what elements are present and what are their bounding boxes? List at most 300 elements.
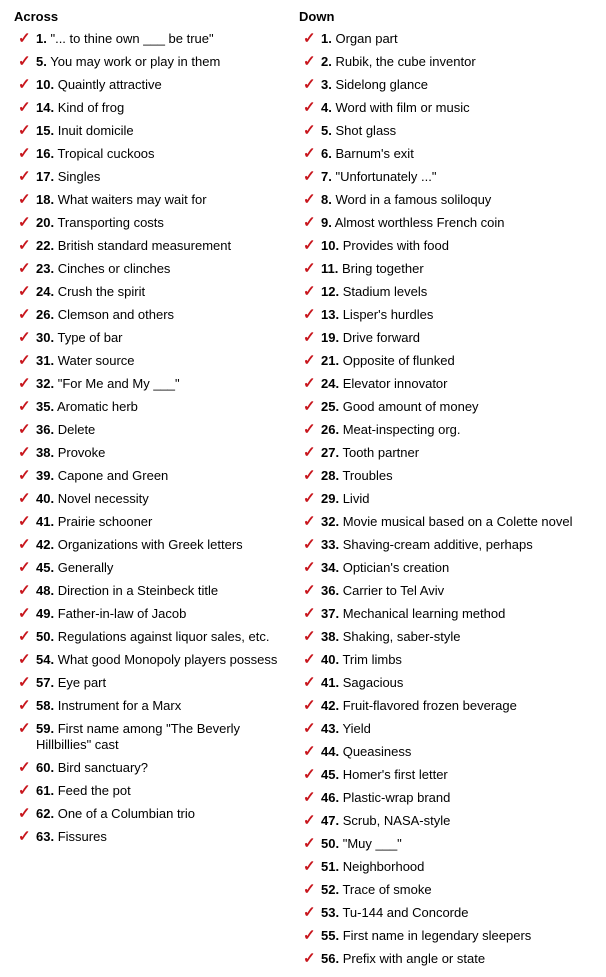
checkmark-icon: ✓ <box>18 759 31 776</box>
checkmark-icon: ✓ <box>303 651 316 668</box>
clue-number: 36. <box>36 422 55 437</box>
clue-text: Bring together <box>341 261 424 276</box>
clue-text: British standard measurement <box>57 238 232 253</box>
clue-number: 24. <box>36 284 55 299</box>
clue-number: 21. <box>321 353 340 368</box>
clue-number: 34. <box>321 560 340 575</box>
clue-text: What good Monopoly players possess <box>57 652 278 667</box>
checkmark-icon: ✓ <box>303 559 316 576</box>
checkmark-icon: ✓ <box>303 766 316 783</box>
clue-number: 40. <box>36 491 55 506</box>
clue-number: 20. <box>36 215 55 230</box>
clue-item[interactable] <box>14 399 286 415</box>
clue-item[interactable] <box>14 353 286 369</box>
checkmark-icon: ✓ <box>18 490 31 507</box>
checkmark-icon: ✓ <box>18 214 31 231</box>
checkmark-icon: ✓ <box>18 536 31 553</box>
clue-number: 52. <box>321 882 340 897</box>
clue-item[interactable] <box>299 468 599 484</box>
clue-number: 22. <box>36 238 55 253</box>
checkmark-icon: ✓ <box>303 605 316 622</box>
clue-number: 60. <box>36 760 55 775</box>
clue-item[interactable] <box>14 537 286 553</box>
clue-text: Mechanical learning method <box>342 606 506 621</box>
clue-text: Rubik, the cube inventor <box>335 54 476 69</box>
clue-number: 24. <box>321 376 340 391</box>
clue-item[interactable] <box>299 445 599 461</box>
clue-item[interactable] <box>299 629 599 645</box>
clue-item[interactable] <box>14 31 286 47</box>
clue-item[interactable] <box>14 491 286 507</box>
clue-item[interactable] <box>299 376 599 392</box>
clue-item[interactable] <box>299 238 599 254</box>
clue-text: Bird sanctuary? <box>57 760 149 775</box>
clue-number: 38. <box>321 629 340 644</box>
clue-item[interactable] <box>14 238 286 254</box>
clue-number: 49. <box>36 606 55 621</box>
clue-item[interactable] <box>14 284 286 300</box>
clue-number: 8. <box>321 192 332 207</box>
clue-number: 43. <box>321 721 340 736</box>
clue-item[interactable] <box>14 330 286 346</box>
clue-text: Type of bar <box>57 330 123 345</box>
clue-item[interactable] <box>299 836 599 852</box>
clue-text: One of a Columbian trio <box>57 806 195 821</box>
clue-number: 50. <box>36 629 55 644</box>
clue-text: Organ part <box>335 31 398 46</box>
checkmark-icon: ✓ <box>18 444 31 461</box>
clue-text: Trim limbs <box>342 652 402 667</box>
clue-item[interactable] <box>299 514 599 530</box>
clue-text: Scrub, NASA-style <box>342 813 451 828</box>
clue-text: Feed the pot <box>57 783 131 798</box>
clue-text: Homer's first letter <box>342 767 448 782</box>
clue-number: 62. <box>36 806 55 821</box>
checkmark-icon: ✓ <box>303 145 316 162</box>
clue-number: 5. <box>321 123 332 138</box>
clue-text: Movie musical based on a Colette novel <box>342 514 573 529</box>
clue-item[interactable] <box>299 675 599 691</box>
clue-number: 42. <box>321 698 340 713</box>
clue-text: Tooth partner <box>342 445 420 460</box>
checkmark-icon: ✓ <box>18 237 31 254</box>
clue-number: 13. <box>321 307 340 322</box>
clue-item[interactable] <box>14 77 286 93</box>
clue-item[interactable] <box>14 560 286 576</box>
clue-item[interactable] <box>299 859 599 875</box>
clue-text: Shaking, saber-style <box>342 629 461 644</box>
checkmark-icon: ✓ <box>18 168 31 185</box>
clue-text: Barnum's exit <box>335 146 414 161</box>
checkmark-icon: ✓ <box>303 582 316 599</box>
clue-item[interactable] <box>14 675 286 691</box>
checkmark-icon: ✓ <box>18 283 31 300</box>
clue-text: Organizations with Greek letters <box>57 537 243 552</box>
clue-item[interactable] <box>14 169 286 185</box>
clue-number: 59. <box>36 721 55 736</box>
clue-text: Stadium levels <box>342 284 428 299</box>
checkmark-icon: ✓ <box>303 306 316 323</box>
clue-text: Troubles <box>342 468 393 483</box>
clue-text: Neighborhood <box>342 859 425 874</box>
clue-item[interactable] <box>299 146 599 162</box>
clue-item[interactable] <box>14 652 286 668</box>
clue-item[interactable] <box>14 760 286 776</box>
clue-number: 37. <box>321 606 340 621</box>
clue-item[interactable] <box>299 583 599 599</box>
clue-text: Good amount of money <box>342 399 479 414</box>
clue-item[interactable] <box>299 330 599 346</box>
checkmark-icon: ✓ <box>303 375 316 392</box>
checkmark-icon: ✓ <box>303 237 316 254</box>
checkmark-icon: ✓ <box>303 513 316 530</box>
clue-text: Novel necessity <box>57 491 149 506</box>
clue-number: 19. <box>321 330 340 345</box>
clue-number: 15. <box>36 123 55 138</box>
clue-item[interactable] <box>299 560 599 576</box>
clue-text: Almost worthless French coin <box>334 215 505 230</box>
clue-number: 1. <box>321 31 332 46</box>
down-clue-list <box>299 31 599 967</box>
checkmark-icon: ✓ <box>303 260 316 277</box>
clue-item[interactable] <box>14 146 286 162</box>
clue-number: 26. <box>321 422 340 437</box>
checkmark-icon: ✓ <box>18 582 31 599</box>
clue-item[interactable] <box>14 606 286 622</box>
clue-item[interactable] <box>14 514 286 530</box>
checkmark-icon: ✓ <box>303 467 316 484</box>
clue-item[interactable] <box>299 169 599 185</box>
clue-item[interactable] <box>299 31 599 47</box>
clue-item[interactable] <box>299 928 599 944</box>
clue-number: 16. <box>36 146 55 161</box>
clue-item[interactable] <box>299 123 599 139</box>
clue-item[interactable] <box>299 882 599 898</box>
clue-text: Provides with food <box>342 238 449 253</box>
clue-number: 2. <box>321 54 332 69</box>
clue-item[interactable] <box>299 284 599 300</box>
clue-number: 30. <box>36 330 55 345</box>
checkmark-icon: ✓ <box>303 950 316 967</box>
clue-text: Plastic-wrap brand <box>342 790 451 805</box>
clue-item[interactable] <box>299 905 599 921</box>
checkmark-icon: ✓ <box>303 789 316 806</box>
checkmark-icon: ✓ <box>18 513 31 530</box>
clue-number: 6. <box>321 146 332 161</box>
checkmark-icon: ✓ <box>303 490 316 507</box>
clue-number: 58. <box>36 698 55 713</box>
clue-item[interactable] <box>14 422 286 438</box>
clue-item[interactable] <box>299 307 599 323</box>
clue-item[interactable] <box>299 399 599 415</box>
clue-item[interactable] <box>299 192 599 208</box>
clue-text: Optician's creation <box>342 560 450 575</box>
checkmark-icon: ✓ <box>18 352 31 369</box>
clue-text: Direction in a Steinbeck title <box>57 583 219 598</box>
clue-text: Cinches or clinches <box>57 261 171 276</box>
clue-number: 33. <box>321 537 340 552</box>
clue-number: 32. <box>36 376 55 391</box>
clue-text: Lisper's hurdles <box>342 307 434 322</box>
checkmark-icon: ✓ <box>303 329 316 346</box>
clue-number: 40. <box>321 652 340 667</box>
checkmark-icon: ✓ <box>18 605 31 622</box>
clue-item[interactable] <box>14 215 286 231</box>
clue-text: Instrument for a Marx <box>57 698 182 713</box>
checkmark-icon: ✓ <box>303 122 316 139</box>
clue-text: Meat-inspecting org. <box>342 422 461 437</box>
clue-text: You may work or play in them <box>50 54 221 69</box>
clue-item[interactable] <box>299 813 599 829</box>
checkmark-icon: ✓ <box>18 628 31 645</box>
clue-text: Regulations against liquor sales, etc. <box>57 629 270 644</box>
clue-item[interactable] <box>299 790 599 806</box>
clue-item[interactable] <box>299 353 599 369</box>
clue-number: 39. <box>36 468 55 483</box>
clue-text: Sidelong glance <box>335 77 428 92</box>
clue-number: 54. <box>36 652 55 667</box>
clue-number: 14. <box>36 100 55 115</box>
checkmark-icon: ✓ <box>18 828 31 845</box>
clue-text: Word with film or music <box>335 100 470 115</box>
clue-text: Transporting costs <box>57 215 164 230</box>
checkmark-icon: ✓ <box>18 145 31 162</box>
clue-number: 29. <box>321 491 340 506</box>
clue-text: Generally <box>57 560 114 575</box>
clue-text: Inuit domicile <box>57 123 134 138</box>
checkmark-icon: ✓ <box>303 812 316 829</box>
clue-text: Carrier to Tel Aviv <box>342 583 445 598</box>
checkmark-icon: ✓ <box>18 76 31 93</box>
checkmark-icon: ✓ <box>18 260 31 277</box>
clue-number: 35. <box>36 399 55 414</box>
clue-text: Father-in-law of Jacob <box>57 606 187 621</box>
clue-number: 56. <box>321 951 340 966</box>
clue-item[interactable] <box>14 829 286 845</box>
clue-number: 44. <box>321 744 340 759</box>
clue-item[interactable] <box>14 100 286 116</box>
checkmark-icon: ✓ <box>303 720 316 737</box>
clue-text: Livid <box>342 491 370 506</box>
clue-text: "Muy ___" <box>342 836 402 851</box>
clue-text: Trace of smoke <box>342 882 432 897</box>
clue-text: Sagacious <box>342 675 404 690</box>
checkmark-icon: ✓ <box>18 467 31 484</box>
clue-number: 51. <box>321 859 340 874</box>
checkmark-icon: ✓ <box>303 421 316 438</box>
clue-number: 28. <box>321 468 340 483</box>
down-column <box>299 8 599 974</box>
clue-item[interactable] <box>14 783 286 799</box>
clue-number: 3. <box>321 77 332 92</box>
clue-item[interactable] <box>14 698 286 714</box>
checkmark-icon: ✓ <box>18 782 31 799</box>
clue-number: 23. <box>36 261 55 276</box>
clue-number: 7. <box>321 169 332 184</box>
checkmark-icon: ✓ <box>303 536 316 553</box>
clue-text: "Unfortunately ..." <box>335 169 437 184</box>
clue-text: Word in a famous soliloquy <box>335 192 492 207</box>
clue-item[interactable] <box>14 376 286 392</box>
clue-number: 50. <box>321 836 340 851</box>
clue-text: Kind of frog <box>57 100 125 115</box>
clue-text: Prairie schooner <box>57 514 153 529</box>
checkmark-icon: ✓ <box>303 881 316 898</box>
clue-number: 63. <box>36 829 55 844</box>
clue-item[interactable] <box>14 261 286 277</box>
clue-item[interactable] <box>14 468 286 484</box>
clue-text: Opposite of flunked <box>342 353 455 368</box>
checkmark-icon: ✓ <box>303 283 316 300</box>
clue-text: What waiters may wait for <box>57 192 207 207</box>
clue-text: Tu-144 and Concorde <box>342 905 469 920</box>
clue-item[interactable] <box>14 445 286 461</box>
clue-number: 53. <box>321 905 340 920</box>
clue-item[interactable] <box>299 422 599 438</box>
across-heading: Across <box>14 9 59 24</box>
checkmark-icon: ✓ <box>303 76 316 93</box>
clue-text: "... to thine own ___ be true" <box>50 31 214 46</box>
clue-text: First name among "The Beverly Hillbillies" cast <box>36 721 241 752</box>
clue-number: 18. <box>36 192 55 207</box>
clue-number: 32. <box>321 514 340 529</box>
clue-text: Singles <box>57 169 101 184</box>
clue-item[interactable] <box>14 583 286 599</box>
checkmark-icon: ✓ <box>18 398 31 415</box>
clue-text: Capone and Green <box>57 468 169 483</box>
clue-text: Fruit-flavored frozen beverage <box>342 698 517 713</box>
clue-text: "For Me and My ___" <box>57 376 180 391</box>
checkmark-icon: ✓ <box>303 214 316 231</box>
clue-number: 5. <box>36 54 47 69</box>
checkmark-icon: ✓ <box>18 99 31 116</box>
checkmark-icon: ✓ <box>18 720 31 737</box>
checkmark-icon: ✓ <box>18 329 31 346</box>
checkmark-icon: ✓ <box>303 352 316 369</box>
clue-item[interactable] <box>14 123 286 139</box>
clue-number: 31. <box>36 353 55 368</box>
clue-text: Tropical cuckoos <box>57 146 155 161</box>
checkmark-icon: ✓ <box>18 375 31 392</box>
clue-number: 45. <box>36 560 55 575</box>
clue-item[interactable] <box>299 744 599 760</box>
checkmark-icon: ✓ <box>303 858 316 875</box>
clue-text: Prefix with angle or state <box>342 951 486 966</box>
checkmark-icon: ✓ <box>303 30 316 47</box>
checkmark-icon: ✓ <box>18 122 31 139</box>
clue-item[interactable] <box>14 806 286 822</box>
checkmark-icon: ✓ <box>303 168 316 185</box>
clue-text: Eye part <box>57 675 107 690</box>
checkmark-icon: ✓ <box>303 398 316 415</box>
clue-number: 61. <box>36 783 55 798</box>
checkmark-icon: ✓ <box>303 628 316 645</box>
clue-number: 27. <box>321 445 340 460</box>
clue-item[interactable] <box>299 537 599 553</box>
clue-number: 42. <box>36 537 55 552</box>
clue-number: 25. <box>321 399 340 414</box>
clue-item[interactable] <box>14 54 286 70</box>
checkmark-icon: ✓ <box>303 927 316 944</box>
clue-number: 45. <box>321 767 340 782</box>
checkmark-icon: ✓ <box>303 674 316 691</box>
checkmark-icon: ✓ <box>18 421 31 438</box>
clue-item[interactable] <box>299 951 599 967</box>
clue-text: Fissures <box>57 829 107 844</box>
clue-item[interactable] <box>299 261 599 277</box>
clue-item[interactable] <box>299 54 599 70</box>
clue-text: Drive forward <box>342 330 420 345</box>
clue-item[interactable] <box>299 100 599 116</box>
clue-item[interactable] <box>299 698 599 714</box>
clue-text: Delete <box>57 422 96 437</box>
clue-text: Clemson and others <box>57 307 175 322</box>
checkmark-icon: ✓ <box>18 697 31 714</box>
checkmark-icon: ✓ <box>303 191 316 208</box>
checkmark-icon: ✓ <box>303 697 316 714</box>
clue-number: 26. <box>36 307 55 322</box>
checkmark-icon: ✓ <box>18 306 31 323</box>
clue-item[interactable] <box>14 721 286 753</box>
clue-item[interactable] <box>299 721 599 737</box>
checkmark-icon: ✓ <box>18 559 31 576</box>
clue-number: 57. <box>36 675 55 690</box>
clue-number: 36. <box>321 583 340 598</box>
checkmark-icon: ✓ <box>18 30 31 47</box>
checkmark-icon: ✓ <box>18 805 31 822</box>
clue-item[interactable] <box>14 192 286 208</box>
clue-text: Crush the spirit <box>57 284 146 299</box>
checkmark-icon: ✓ <box>303 444 316 461</box>
clue-number: 10. <box>321 238 340 253</box>
clue-text: Elevator innovator <box>342 376 448 391</box>
clue-number: 4. <box>321 100 332 115</box>
down-heading: Down <box>299 9 335 24</box>
clue-number: 46. <box>321 790 340 805</box>
clue-text: Provoke <box>57 445 106 460</box>
checkmark-icon: ✓ <box>303 53 316 70</box>
clue-item[interactable] <box>14 629 286 645</box>
clue-number: 9. <box>321 215 332 230</box>
clue-text: First name in legendary sleepers <box>342 928 532 943</box>
checkmark-icon: ✓ <box>303 904 316 921</box>
clue-text: Shaving-cream additive, perhaps <box>342 537 533 552</box>
clue-number: 47. <box>321 813 340 828</box>
checkmark-icon: ✓ <box>303 835 316 852</box>
clue-number: 17. <box>36 169 55 184</box>
clue-item[interactable] <box>299 491 599 507</box>
checkmark-icon: ✓ <box>18 674 31 691</box>
clue-item[interactable] <box>299 652 599 668</box>
clue-text: Water source <box>57 353 135 368</box>
clue-text: Yield <box>342 721 371 736</box>
checkmark-icon: ✓ <box>303 99 316 116</box>
clue-item[interactable] <box>299 767 599 783</box>
checkmark-icon: ✓ <box>303 743 316 760</box>
clue-number: 10. <box>36 77 55 92</box>
checkmark-icon: ✓ <box>18 651 31 668</box>
clue-number: 48. <box>36 583 55 598</box>
clue-text: Aromatic herb <box>56 399 138 414</box>
clue-text: Quaintly attractive <box>57 77 162 92</box>
clue-item[interactable] <box>299 215 599 231</box>
clue-number: 38. <box>36 445 55 460</box>
clue-item[interactable] <box>299 606 599 622</box>
clue-number: 55. <box>321 928 340 943</box>
clue-item[interactable] <box>299 77 599 93</box>
checkmark-icon: ✓ <box>18 53 31 70</box>
clue-item[interactable] <box>14 307 286 323</box>
